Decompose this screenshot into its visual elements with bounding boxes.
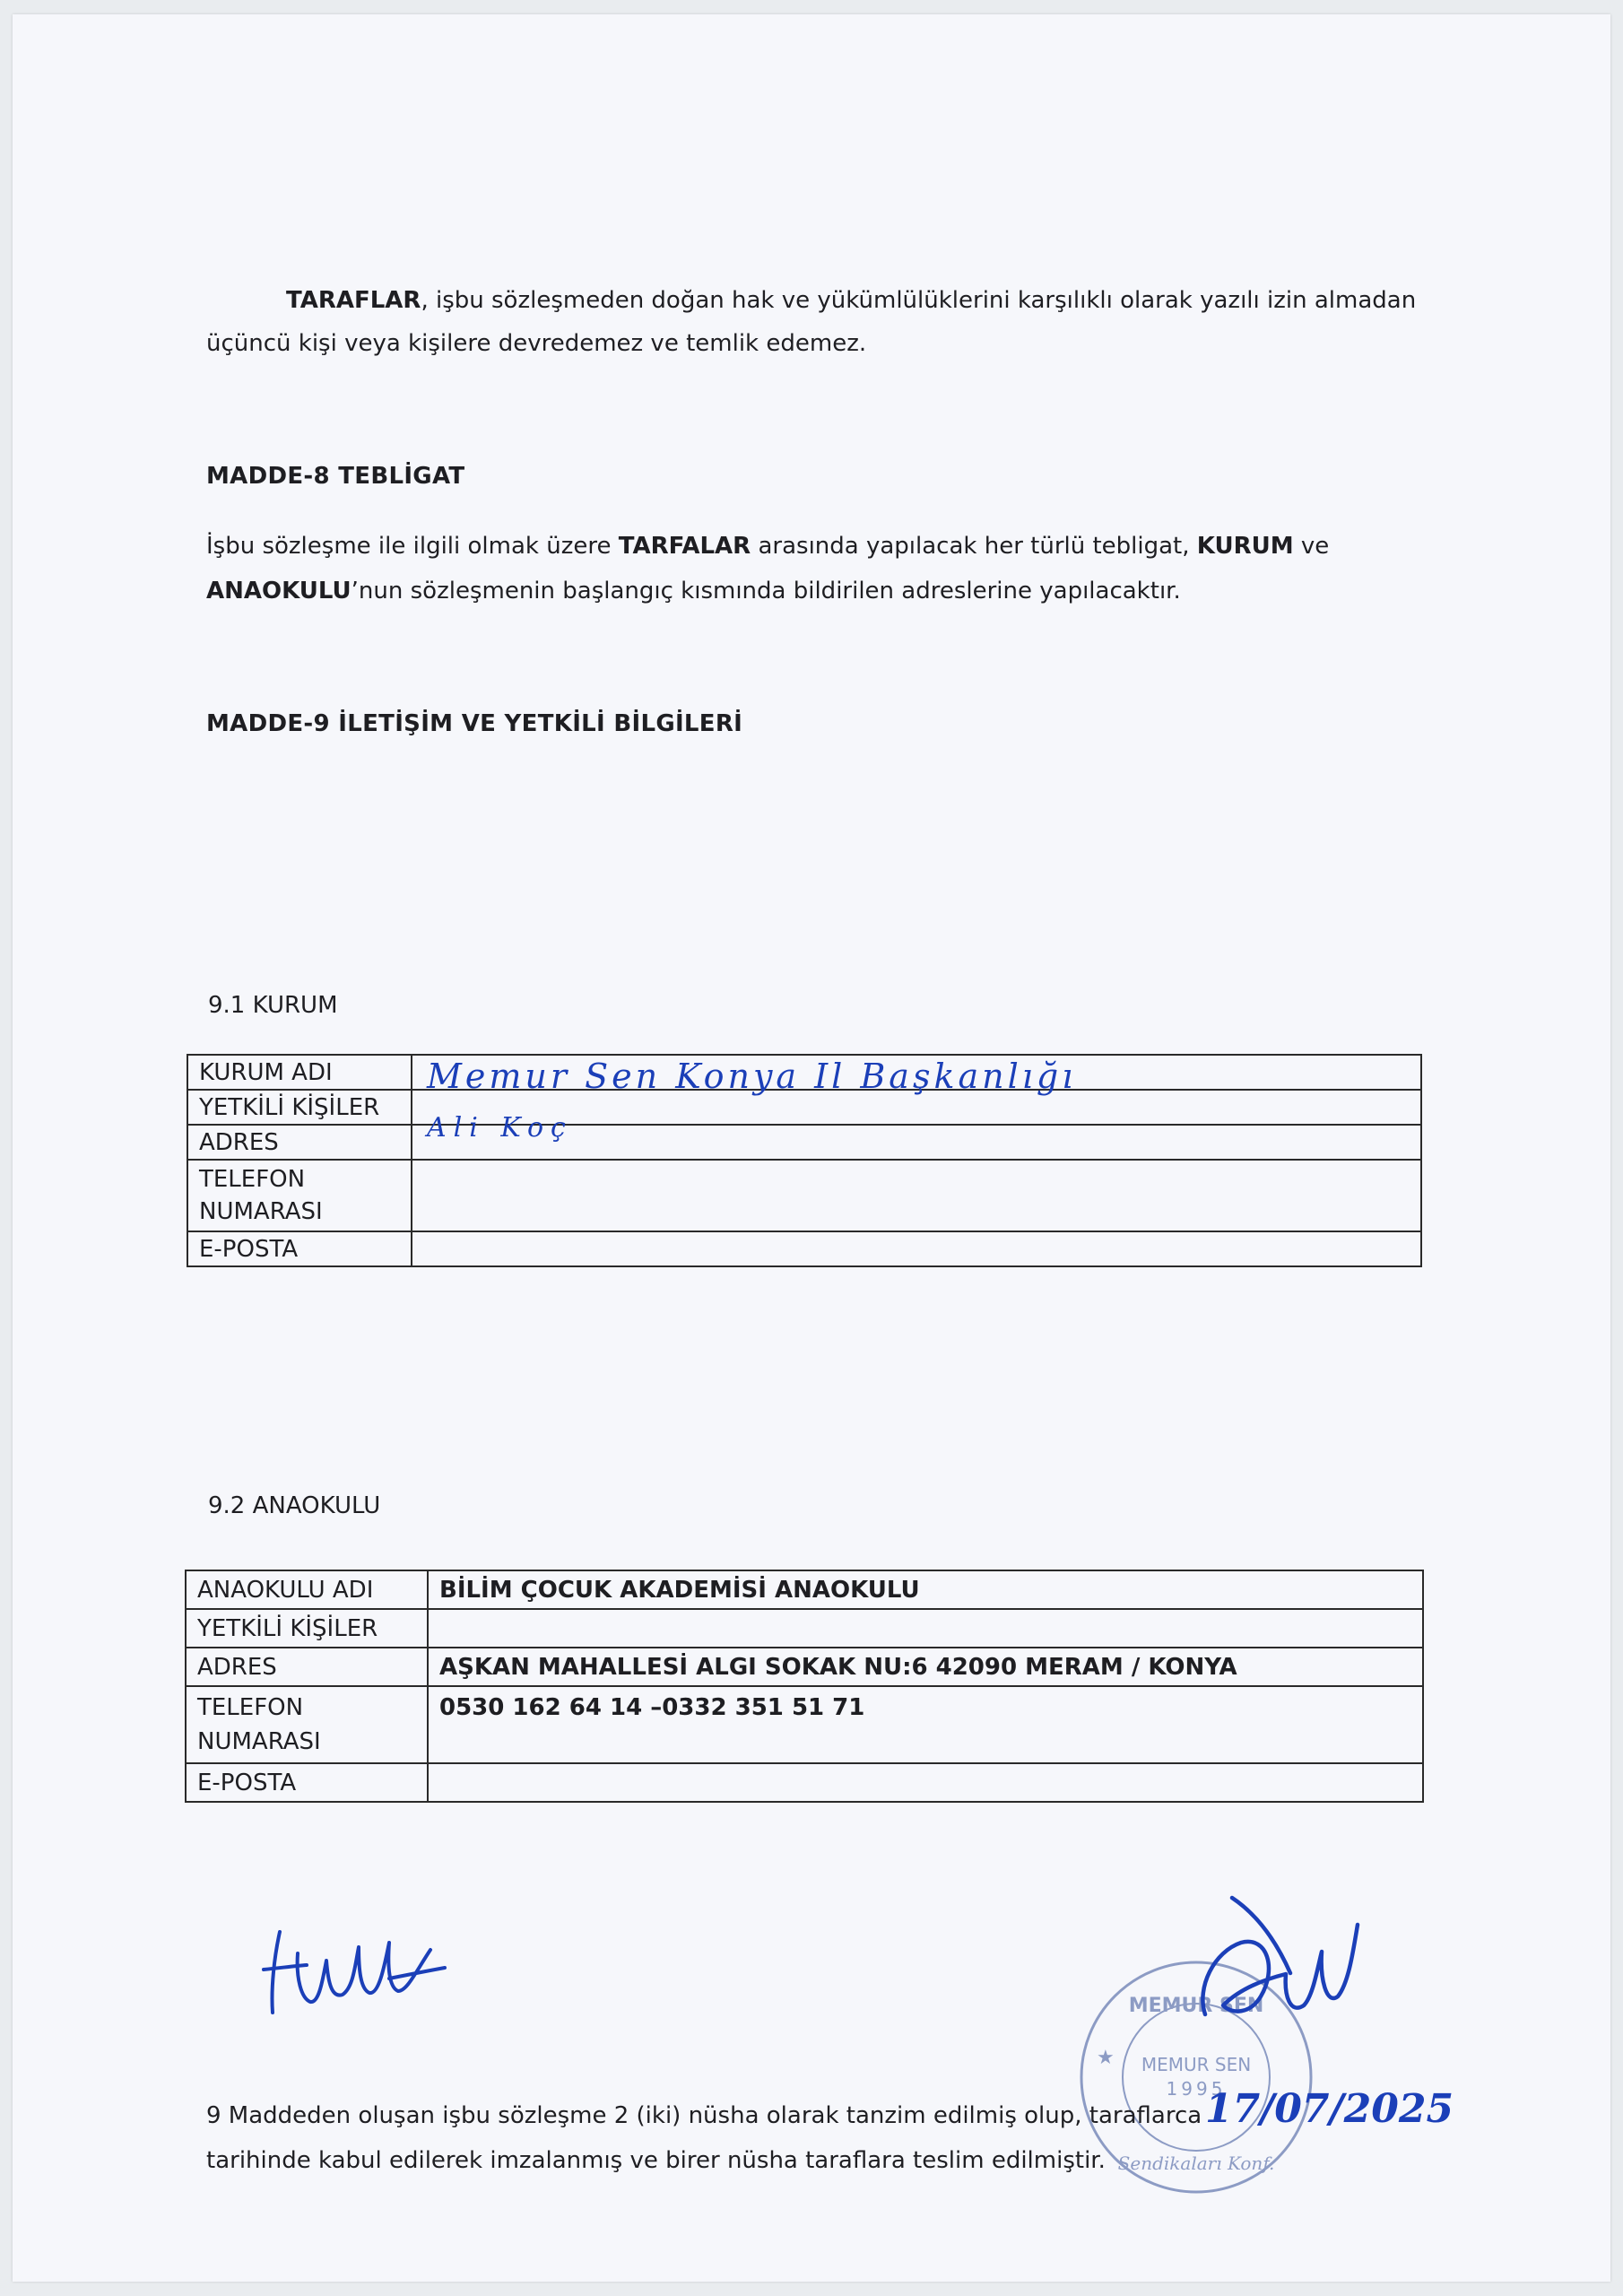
kurum-telefon-value [412, 1160, 1421, 1231]
star-icon: ★ [1097, 2047, 1115, 2069]
signature-left [255, 1916, 452, 2023]
anaokulu-table [185, 1570, 1424, 1803]
kurum-yetkili-label: YETKİLİ KİŞİLER [187, 1090, 412, 1125]
anaokulu-eposta-value [428, 1763, 1423, 1802]
kurum-eposta-label: E-POSTA [187, 1231, 412, 1266]
anaokulu-eposta-label: E-POSTA [186, 1763, 428, 1802]
kurum-telefon-label: TELEFON NUMARASI [187, 1160, 412, 1231]
kurum-ad-label: KURUM ADI [187, 1055, 412, 1090]
intro-line-2: üçüncü kişi veya kişilere devredemez ve temlik edemez. [206, 330, 867, 357]
madde-8-line-1: İşbu sözleşme ile ilgili olmak üzere TARFALAR arasında yapılacak her türlü tebligat, KURUM ve [206, 533, 1330, 560]
anaokulu-telefon-value: 0530 162 64 14 –0332 351 51 71 [428, 1686, 1423, 1763]
anaokulu-yetkili-value [428, 1609, 1423, 1648]
handwritten-kurum-name: Memur Sen Konya Il Başkanlığı [427, 1057, 1077, 1096]
stamp-middle-text: MEMUR SEN [1141, 2054, 1252, 2075]
madde-8-line-2: ANAOKULU’nun sözleşmenin başlangıç kısmında bildirilen adreslerine yapılacaktır. [206, 578, 1181, 604]
anaokulu-adres-label: ADRES [186, 1648, 428, 1686]
anaokulu-yetkili-label: YETKİLİ KİŞİLER [186, 1609, 428, 1648]
document-page [13, 14, 1610, 2282]
madde-9-heading: MADDE-9 İLETİŞİM VE YETKİLİ BİLGİLERİ [206, 710, 743, 737]
handwritten-yetkili-name: Ali Koç [427, 1112, 573, 1144]
table-row [187, 1160, 1421, 1231]
closing-line-1: 9 Maddeden oluşan işbu sözleşme 2 (iki) nüsha olarak tanzim edilmiş olup, taraflarca [206, 2102, 1202, 2129]
madde-8-heading: MADDE-8 TEBLİGAT [206, 463, 465, 490]
handwritten-date: 17/07/2025 [1205, 2086, 1454, 2132]
stamp-year: 1995 [1166, 2078, 1227, 2100]
table-row [186, 1609, 1423, 1648]
closing-line-2: tarihinde kabul edilerek imzalanmış ve birer nüsha taraflara teslim edilmiştir. [206, 2147, 1106, 2174]
kurum-heading: 9.1 KURUM [208, 992, 338, 1019]
table-row [187, 1231, 1421, 1266]
anaokulu-ad-label: ANAOKULU ADI [186, 1570, 428, 1609]
signature-right [1178, 1880, 1376, 2059]
anaokulu-ad-value: BİLİM ÇOCUK AKADEMİSİ ANAOKULU [428, 1570, 1423, 1609]
table-row [186, 1570, 1423, 1609]
intro-line-1: TARAFLAR, işbu sözleşmeden doğan hak ve yükümlülüklerini karşılıklı olarak yazılı izin almadan [286, 287, 1417, 314]
stamp-top-text: MEMUR SEN [1128, 1995, 1264, 2017]
table-row [186, 1648, 1423, 1686]
kurum-adres-label: ADRES [187, 1125, 412, 1160]
table-row [186, 1763, 1423, 1802]
kurum-eposta-value [412, 1231, 1421, 1266]
anaokulu-telefon-label: TELEFON NUMARASI [186, 1686, 428, 1763]
stamp-bottom-text: Sendikaları Konf. [1117, 2152, 1275, 2174]
anaokulu-adres-value: AŞKAN MAHALLESİ ALGI SOKAK NU:6 42090 MERAM / KONYA [428, 1648, 1423, 1686]
anaokulu-heading: 9.2 ANAOKULU [208, 1492, 381, 1519]
table-row [187, 1125, 1421, 1160]
table-row [186, 1686, 1423, 1763]
